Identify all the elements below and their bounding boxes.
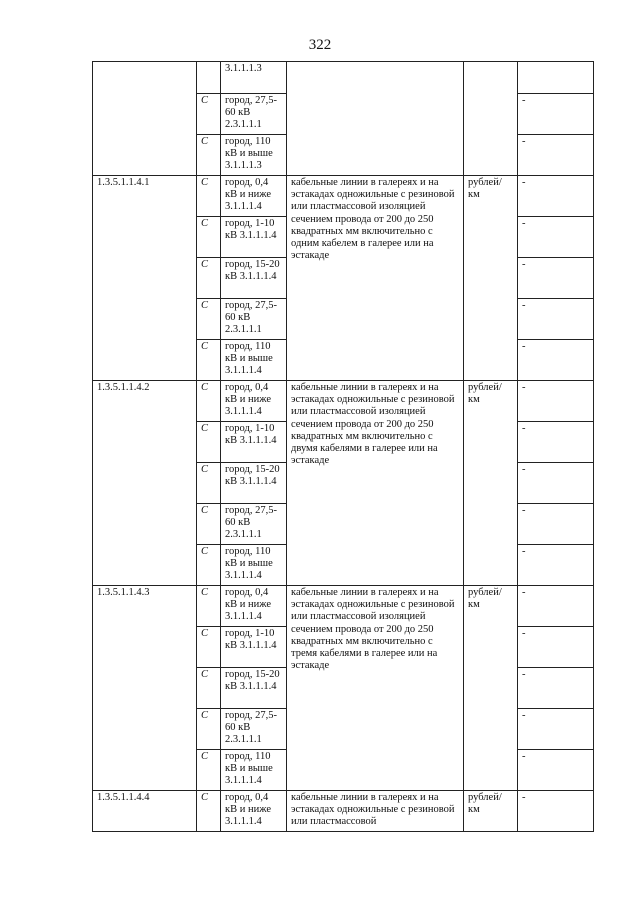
value-cell: - <box>518 422 594 463</box>
description-cell <box>287 62 464 176</box>
mark-cell: С <box>197 340 221 381</box>
value-cell: - <box>518 504 594 545</box>
mark-cell: С <box>197 299 221 340</box>
name-cell: город, 1-10 кВ 3.1.1.1.4 <box>221 422 287 463</box>
value-cell: - <box>518 176 594 217</box>
mark-cell: С <box>197 258 221 299</box>
code-cell: 1.3.5.1.1.4.4 <box>93 791 197 832</box>
value-cell: - <box>518 258 594 299</box>
value-cell <box>518 62 594 94</box>
name-cell: город, 15-20 кВ 3.1.1.1.4 <box>221 668 287 709</box>
description-cell: кабельные линии в галереях и на эстакадах одножильные с резиновой или пластмассовой изоляцией сечением провода от 200 до 250 квадратных мм включительно с одним кабелем в галерее или на эстакаде <box>287 176 464 381</box>
name-cell: город, 0,4 кВ и ниже 3.1.1.1.4 <box>221 586 287 627</box>
value-cell: - <box>518 217 594 258</box>
name-cell: город, 27,5-60 кВ 2.3.1.1.1 <box>221 504 287 545</box>
mark-cell: С <box>197 176 221 217</box>
name-cell: город, 110 кВ и выше 3.1.1.1.4 <box>221 545 287 586</box>
value-cell: - <box>518 586 594 627</box>
name-cell: 3.1.1.1.3 <box>221 62 287 94</box>
value-cell: - <box>518 381 594 422</box>
description-cell: кабельные линии в галереях и на эстакадах одножильные с резиновой или пластмассовой изоляцией сечением провода от 200 до 250 квадратных мм включительно с двумя кабелями в галерее или на эстакаде <box>287 381 464 586</box>
value-cell: - <box>518 668 594 709</box>
table-row <box>93 586 594 627</box>
description-cell: кабельные линии в галереях и на эстакадах одножильные с резиновой или пластмассовой изоляцией сечением провода от 200 до 250 квадратных мм включительно с тремя кабелями в галерее или на эстакаде <box>287 586 464 791</box>
table-row <box>93 381 594 422</box>
value-cell: - <box>518 299 594 340</box>
name-cell: город, 1-10 кВ 3.1.1.1.4 <box>221 627 287 668</box>
name-cell: город, 27,5-60 кВ 2.3.1.1.1 <box>221 94 287 135</box>
code-cell: 1.3.5.1.1.4.3 <box>93 586 197 791</box>
name-cell: город, 1-10 кВ 3.1.1.1.4 <box>221 217 287 258</box>
mark-cell: С <box>197 545 221 586</box>
value-cell: - <box>518 545 594 586</box>
mark-cell: С <box>197 791 221 832</box>
code-cell <box>93 62 197 176</box>
value-cell: - <box>518 463 594 504</box>
name-cell: город, 0,4 кВ и ниже 3.1.1.1.4 <box>221 176 287 217</box>
unit-cell: рублей/ км <box>464 586 518 791</box>
description-cell: кабельные линии в галереях и на эстакадах одножильные с резиновой или пластмассовой <box>287 791 464 832</box>
mark-cell: С <box>197 709 221 750</box>
value-cell: - <box>518 627 594 668</box>
mark-cell: С <box>197 217 221 258</box>
unit-cell: рублей/ км <box>464 176 518 381</box>
table-row <box>93 62 594 94</box>
mark-cell: С <box>197 422 221 463</box>
unit-cell: рублей/ км <box>464 381 518 586</box>
value-cell: - <box>518 340 594 381</box>
mark-cell: С <box>197 135 221 176</box>
name-cell: город, 15-20 кВ 3.1.1.1.4 <box>221 258 287 299</box>
mark-cell: С <box>197 463 221 504</box>
mark-cell <box>197 62 221 94</box>
name-cell: город, 110 кВ и выше 3.1.1.1.4 <box>221 750 287 791</box>
name-cell: город, 0,4 кВ и ниже 3.1.1.1.4 <box>221 791 287 832</box>
tariff-table <box>92 61 594 832</box>
value-cell: - <box>518 94 594 135</box>
mark-cell: С <box>197 668 221 709</box>
table-row <box>93 791 594 832</box>
value-cell: - <box>518 135 594 176</box>
mark-cell: С <box>197 586 221 627</box>
name-cell: город, 15-20 кВ 3.1.1.1.4 <box>221 463 287 504</box>
mark-cell: С <box>197 94 221 135</box>
mark-cell: С <box>197 627 221 668</box>
mark-cell: С <box>197 381 221 422</box>
name-cell: город, 27,5-60 кВ 2.3.1.1.1 <box>221 709 287 750</box>
name-cell: город, 110 кВ и выше 3.1.1.1.3 <box>221 135 287 176</box>
code-cell: 1.3.5.1.1.4.2 <box>93 381 197 586</box>
value-cell: - <box>518 750 594 791</box>
name-cell: город, 110 кВ и выше 3.1.1.1.4 <box>221 340 287 381</box>
page-number: 322 <box>308 37 332 53</box>
name-cell: город, 0,4 кВ и ниже 3.1.1.1.4 <box>221 381 287 422</box>
table-row <box>93 176 594 217</box>
mark-cell: С <box>197 750 221 791</box>
value-cell: - <box>518 791 594 832</box>
value-cell: - <box>518 709 594 750</box>
name-cell: город, 27,5-60 кВ 2.3.1.1.1 <box>221 299 287 340</box>
unit-cell: рублей/ км <box>464 791 518 832</box>
mark-cell: С <box>197 504 221 545</box>
code-cell: 1.3.5.1.1.4.1 <box>93 176 197 381</box>
unit-cell <box>464 62 518 176</box>
